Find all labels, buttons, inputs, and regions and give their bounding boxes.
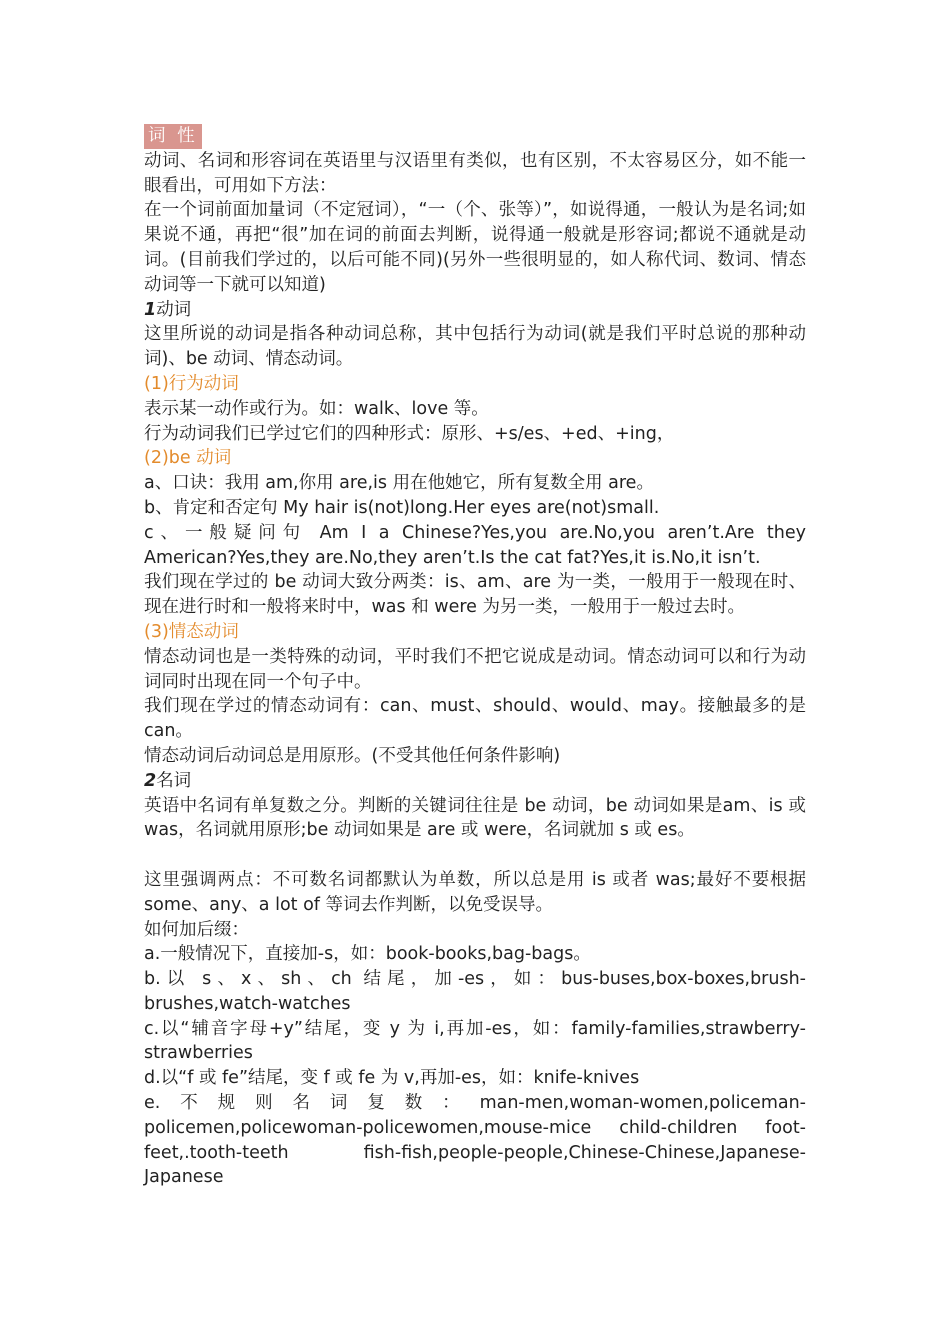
section-2-note: 这里强调两点：不可数名词都默认为单数，所以总是用 is 或者 was;最好不要根据 some、any、a lot of 等词去作判断，以免受误导。 [144,869,806,915]
section-2-how: 如何加后缀： [144,919,249,940]
section-1-heading [144,298,806,323]
section-2-number: 2 [144,770,157,791]
subsection-2-line-3: c、一般疑问句 Am I a Chinese?Yes,you are.No,you aren’t.Are they American?Yes,they are.No,they aren’t.Is the cat fat?Yes,it is.No,it isn’t. [144,522,806,568]
section-2-text: 英语中名词有单复数之分。判断的关键词往往是 be 动词，be 动词如果是am、is 或 was，名词就用原形;be 动词如果是 are 或 were，名词就加 s 或 es。 [144,795,806,841]
rule-d: d.以“f 或 fe”结尾，变 f 或 fe 为 v,再加-es，如：knife-knives [144,1068,640,1089]
subsection-1-line-2: 行为动词我们已学过它们的四种形式：原形、+s/es、+ed、+ing， [144,423,675,444]
section-1-number: 1 [144,299,157,320]
subsection-2-line-2: b、肯定和否定句 My hair is(not)long.Her eyes are(not)small. [144,497,660,518]
rule-a: a.一般情况下，直接加-s，如：book-books,bag-bags。 [144,944,591,965]
subsection-2-title: (2)be 动词 [144,448,232,469]
blank-line [144,843,806,868]
intro-paragraph-1: 动词、名词和形容词在英语里与汉语里有类似，也有区别，不太容易区分，如不能一眼看出，可用如下方法： [144,150,806,196]
subsection-1-line-1: 表示某一动作或行为。如：walk、love 等。 [144,398,489,419]
subsection-3-line-2: 我们现在学过的情态动词有：can、must、should、would、may。接触最多的是 can。 [144,696,806,742]
rule-c: c.以“辅音字母+y”结尾，变 y 为 i,再加-es，如：family-families,strawberry-strawberries [144,1018,806,1064]
page-title: 词 性 [144,124,202,149]
intro-paragraph-2: 在一个词前面加量词（不定冠词），“一（个、张等）”，如说得通，一般认为是名词;如果说不通，再把“很”加在词的前面去判断，说得通一般就是形容词;都说不通就是动词。(目前我们学过的，以后可能不同)(另外一些很明显的，如人称代词、数词、情态动词等一下就可以知道) [144,200,806,295]
rule-b: b.以 s、x、sh、ch 结尾，加-es，如：bus-buses,box-boxes,brush-brushes,watch-watches [144,969,806,1014]
section-2-heading [144,769,806,794]
subsection-3-line-3: 情态动词后动词总是用原形。(不受其他任何条件影响) [144,745,561,766]
subsection-1-title: (1)行为动词 [144,373,239,394]
rule-e: e.不规则名词复数：man-men,woman-women,policeman-policemen,policewoman-policewomen,mouse-mice child-children foot-feet,.tooth-teeth fish-fish,people-people,Chinese-Chinese,Japanese-Japanese [144,1093,806,1188]
document-page [144,124,806,1190]
title-line [144,124,806,149]
subsection-3-line-1: 情态动词也是一类特殊的动词，平时我们不把它说成是动词。情态动词可以和行为动词同时出现在同一个句子中。 [144,646,806,692]
section-2-title: 名词 [156,770,192,791]
subsection-3-title: (3)情态动词 [144,621,239,642]
section-1-text: 这里所说的动词是指各种动词总称，其中包括行为动词(就是我们平时总说的那种动词)、be 动词、情态动词。 [144,324,806,370]
subsection-2-line-4: 我们现在学过的 be 动词大致分两类：is、am、are 为一类，一般用于一般现在时、现在进行时和一般将来时中，was 和 were 为另一类，一般用于一般过去时。 [144,572,806,618]
subsection-2-line-1: a、口诀：我用 am,你用 are,is 用在他她它，所有复数全用 are。 [144,473,654,494]
section-1-title: 动词 [156,299,192,320]
